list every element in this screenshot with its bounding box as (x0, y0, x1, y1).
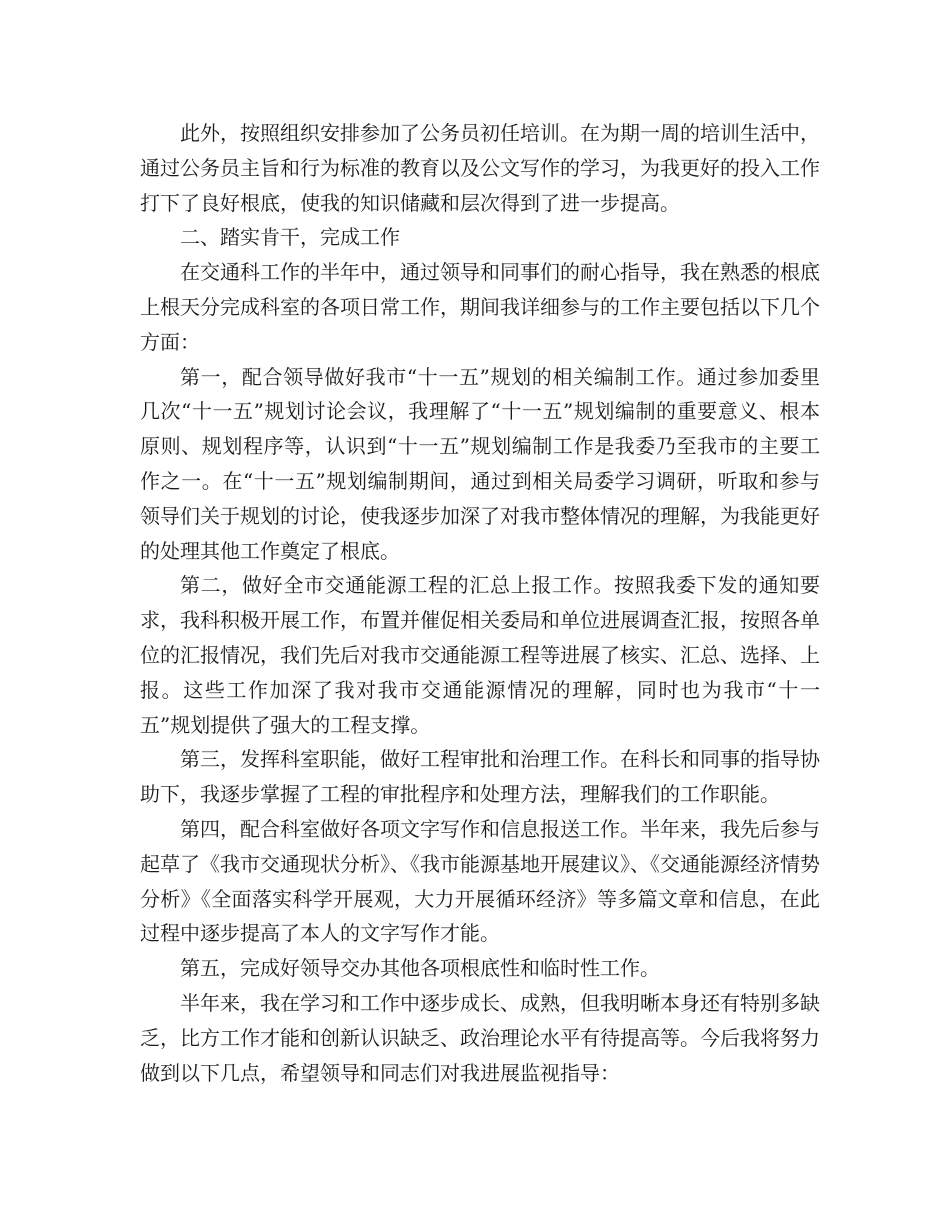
paragraph-fourth: 第四，配合科室做好各项文字写作和信息报送工作。半年来，我先后参与起草了《我市交通现状分析》、《我市能源基地开展建议》、《交通能源经济情势分析》《全面落实科学开展观，大力开展循环经济》等多篇文章和信息，在此过程中逐步提高了本人的文字写作才能。 (140, 816, 820, 946)
paragraph-fifth: 第五，完成好领导交办其他各项根底性和临时性工作。 (180, 956, 660, 981)
document-body (140, 116, 820, 1090)
paragraph-training: 此外，按照组织安排参加了公务员初任培训。在为期一周的培训生活中，通过公务员主旨和行为标准的教育以及公文写作的学习，为我更好的投入工作打下了良好根底，使我的知识储藏和层次得到了进一步提高。 (140, 121, 820, 215)
paragraph-third: 第三，发挥科室职能，做好工程审批和治理工作。在科长和同事的指导协助下，我逐步掌握了工程的审批程序和处理方法，理解我们的工作职能。 (140, 747, 820, 807)
paragraph-first: 第一，配合领导做好我市“十一五”规划的相关编制工作。通过参加委里几次“十一五”规划讨论会议，我理解了“十一五”规划编制的重要意义、根本原则、规划程序等，认识到“十一五”规划编制工作是我委乃至我市的主要工作之一。在“十一五”规划编制期间，通过到相关局委学习调研，听取和参与领导们关于规划的讨论，使我逐步加深了对我市整体情况的理解，为我能更好的处理其他工作奠定了根底。 (140, 364, 820, 563)
paragraph-second: 第二，做好全市交通能源工程的汇总上报工作。按照我委下发的通知要求，我科积极开展工作，布置并催促相关委局和单位进展调查汇报，按照各单位的汇报情况，我们先后对我市交通能源工程等进展了核实、汇总、选择、上报。这些工作加深了我对我市交通能源情况的理解，同时也为我市“十一五”规划提供了强大的工程支撑。 (140, 573, 820, 737)
section-heading: 二、踏实肯干，完成工作 (180, 225, 400, 250)
paragraph-intro: 在交通科工作的半年中，通过领导和同事们的耐心指导，我在熟悉的根底上根天分完成科室的各项日常工作，期间我详细参与的工作主要包括以下几个方面： (140, 260, 820, 354)
paragraph-summary: 半年来，我在学习和工作中逐步成长、成熟，但我明晰本身还有特别多缺乏，比方工作才能和创新认识缺乏、政治理论水平有待提高等。今后我将努力做到以下几点，希望领导和同志们对我进展监视指导： (140, 990, 820, 1085)
